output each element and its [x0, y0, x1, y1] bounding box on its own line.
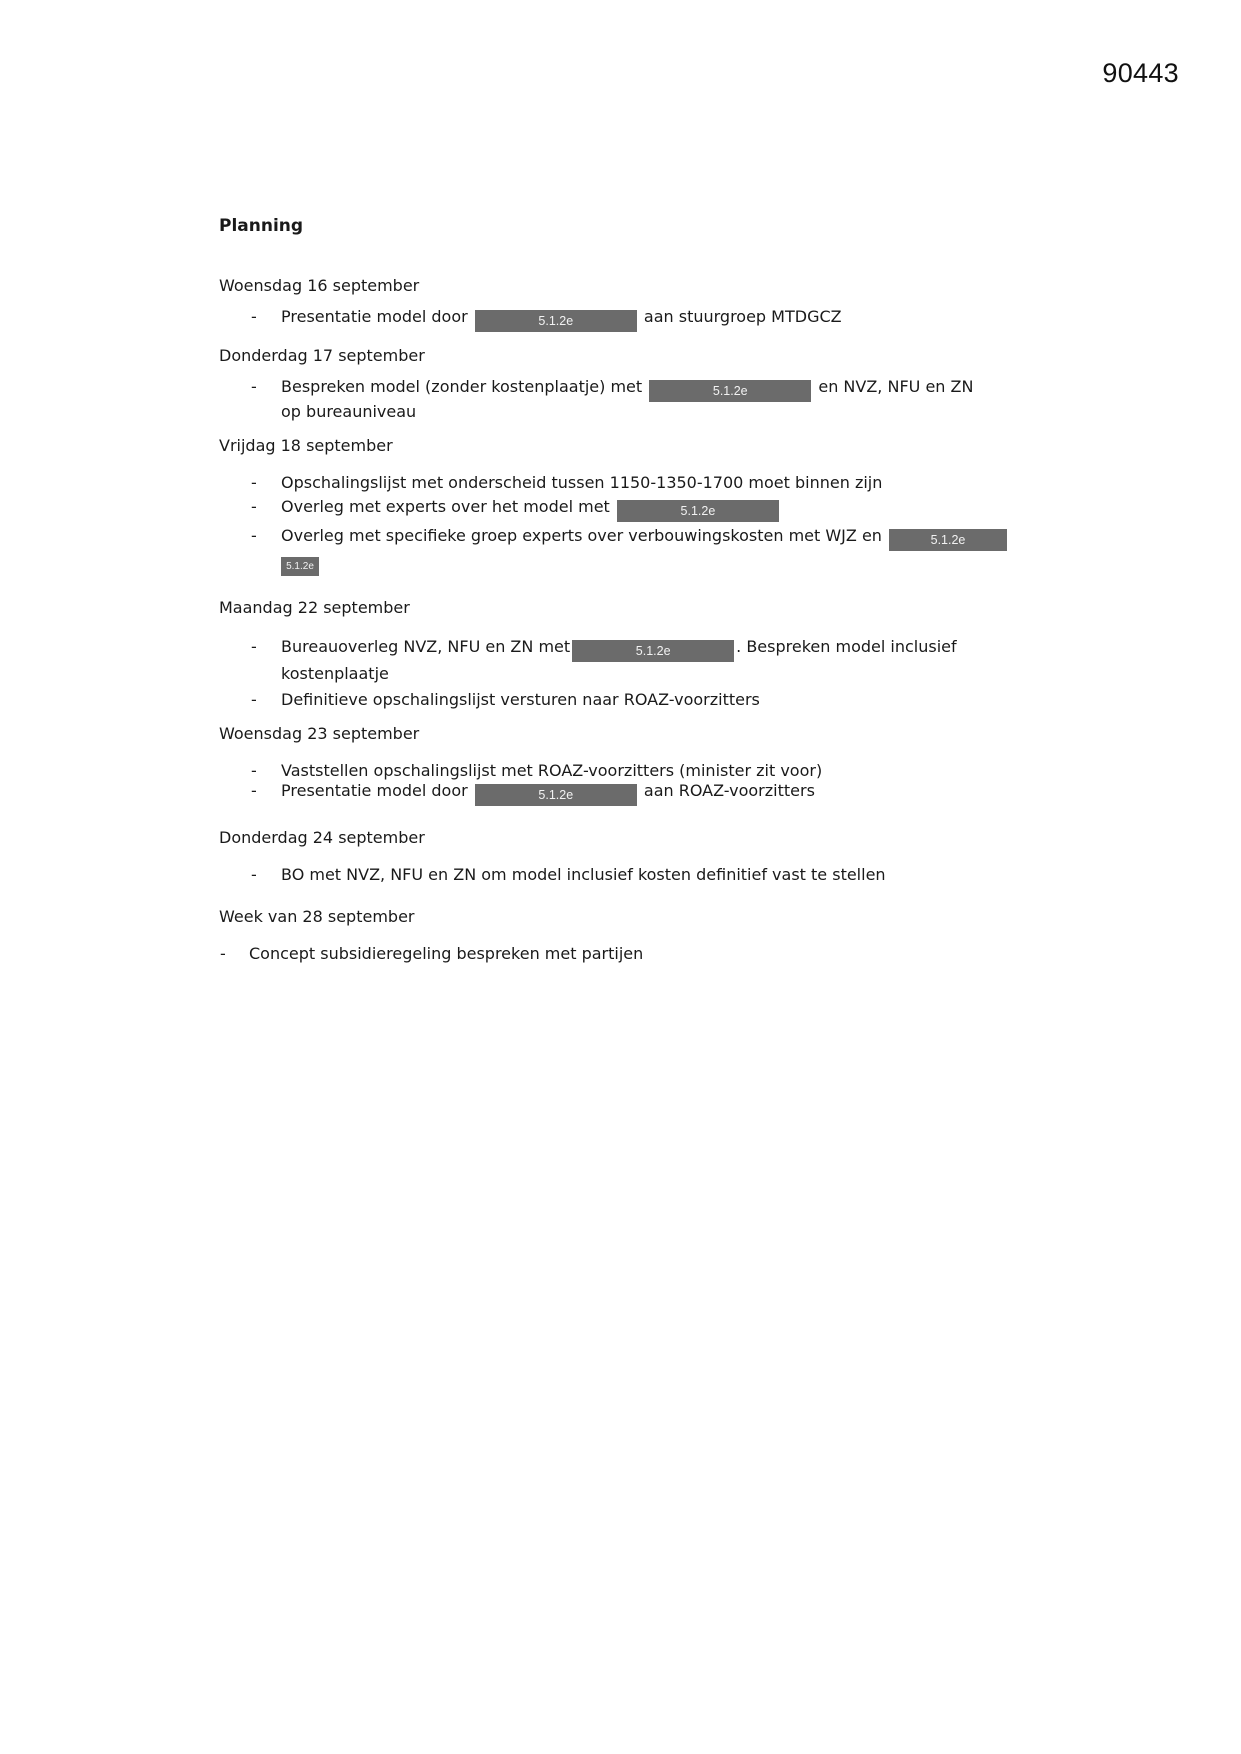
section-heading: Vrijdag 18 september [219, 436, 393, 455]
list-item [219, 526, 1039, 576]
redaction-block: 5.1.2e [475, 310, 637, 332]
section-heading: Donderdag 17 september [219, 346, 425, 365]
list-item [219, 944, 1039, 964]
list-item [219, 781, 1039, 806]
section-heading: Woensdag 16 september [219, 276, 420, 295]
section-thu-17 [219, 346, 1039, 422]
redaction-block: 5.1.2e [475, 784, 637, 806]
document-number: 90443 [1102, 58, 1179, 88]
section-heading: Woensdag 23 september [219, 724, 420, 743]
item-text: Presentatie model door [281, 307, 468, 326]
section-fri-18 [219, 436, 1039, 576]
redaction-block: 5.1.2e [572, 640, 734, 662]
list-item [219, 377, 1039, 422]
section-week-28 [219, 907, 1039, 964]
section-heading: Donderdag 24 september [219, 828, 425, 847]
item-text: BO met NVZ, NFU en ZN om model inclusief kosten definitief vast te stellen [281, 865, 886, 884]
redaction-block: 5.1.2e [617, 500, 779, 522]
list-item [219, 690, 1039, 710]
redaction-block: 5.1.2e [889, 529, 1007, 551]
list-item [219, 761, 1039, 781]
list-item [219, 307, 1039, 332]
page-title: Planning [219, 216, 304, 236]
item-text: Overleg met experts over het model met [281, 497, 610, 516]
item-text: Opschalingslijst met onderscheid tussen 1150-1350-1700 moet binnen zijn [281, 473, 883, 492]
list-item [219, 635, 1039, 686]
item-text: Bespreken model (zonder kostenplaatje) met [281, 377, 643, 396]
section-heading: Week van 28 september [219, 907, 415, 926]
item-text: Overleg met specifieke groep experts over verbouwingskosten met WJZ en [281, 526, 882, 545]
list-item [219, 473, 1039, 493]
item-text: Bureauoverleg NVZ, NFU en ZN met [281, 637, 571, 656]
item-text: Concept subsidieregeling bespreken met partijen [249, 944, 644, 963]
item-text: Definitieve opschalingslijst versturen naar ROAZ-voorzitters [281, 690, 760, 709]
item-text: aan stuurgroep MTDGCZ [643, 307, 842, 326]
section-wed-16 [219, 276, 1039, 332]
item-text: Vaststellen opschalingslijst met ROAZ-voorzitters (minister zit voor) [281, 761, 823, 780]
list-item [219, 865, 1039, 885]
section-mon-22 [219, 598, 1039, 710]
item-text: Presentatie model door [281, 781, 468, 800]
item-text: en NVZ, NFU en ZN op bureauniveau [281, 377, 974, 421]
redaction-block: 5.1.2e [281, 557, 319, 576]
item-text: aan ROAZ-voorzitters [643, 781, 815, 800]
section-thu-24 [219, 828, 1039, 885]
section-heading: Maandag 22 september [219, 598, 410, 617]
section-wed-23 [219, 724, 1039, 806]
document-body [219, 216, 1039, 978]
item-text: . Bespreken model inclusief kostenplaatje [281, 637, 957, 683]
list-item [219, 497, 1039, 522]
redaction-block: 5.1.2e [649, 380, 811, 402]
